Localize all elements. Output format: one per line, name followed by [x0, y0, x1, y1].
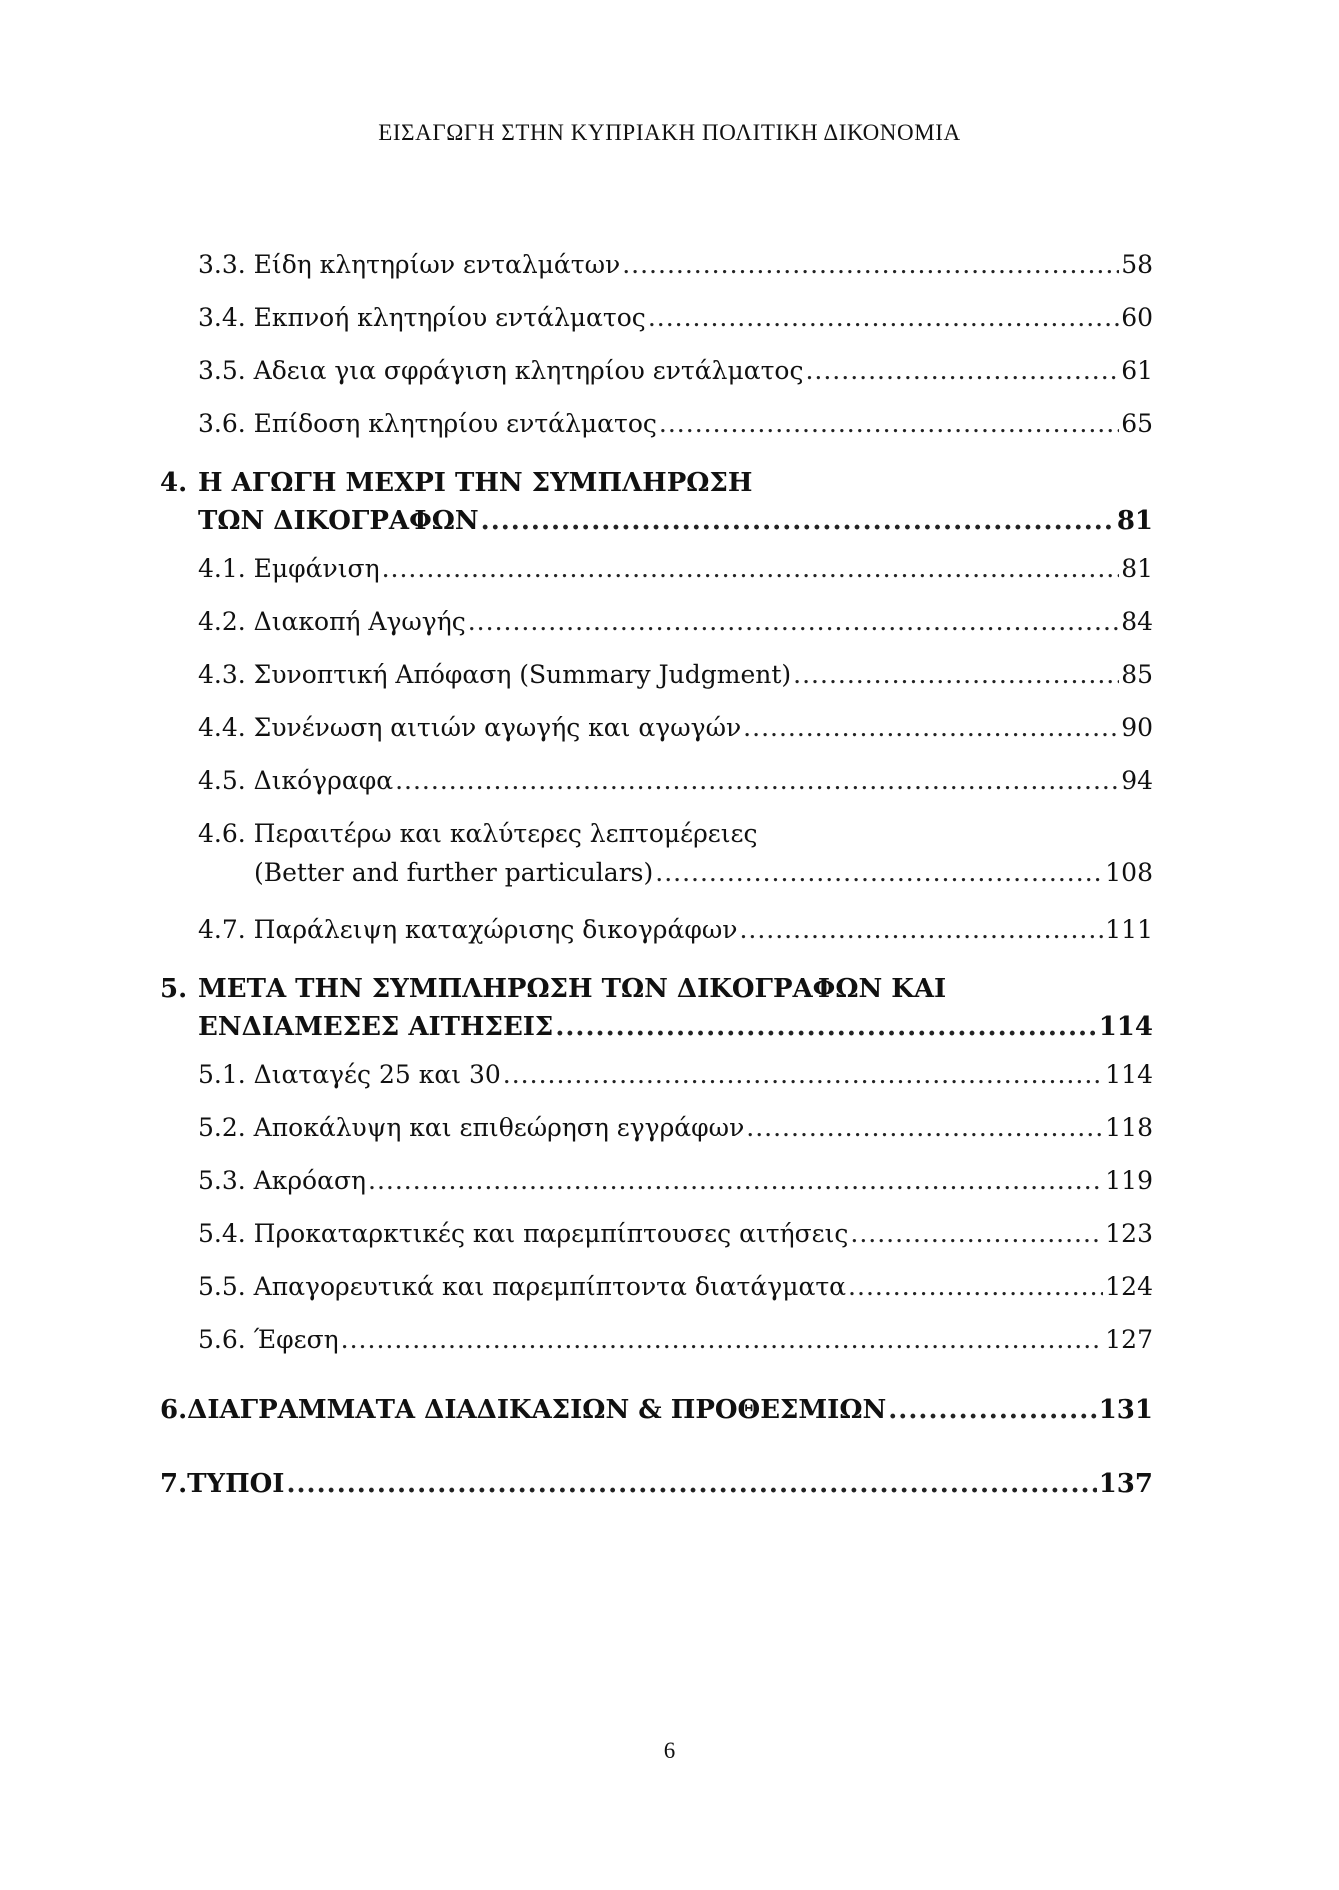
toc-entry-label: 3.3. Είδη κλητηρίων ενταλμάτων	[198, 250, 621, 279]
toc-section-title-line1: ΜΕΤΑ ΤΗΝ ΣΥΜΠΛΗΡΩΣΗ ΤΩΝ ΔΙΚΟΓΡΑΦΩΝ ΚΑΙ	[198, 974, 947, 1004]
dot-leader	[848, 1260, 1103, 1313]
toc-entry-label: 4.2. Διακοπή Αγωγής	[198, 607, 466, 636]
toc-entry-4-3[interactable]	[160, 648, 1153, 701]
dot-leader	[555, 1008, 1096, 1046]
toc-entry-page: 118	[1105, 1113, 1153, 1142]
toc-section-title: ΔΙΑΓΡΑΜΜΑΤΑ ΔΙΑΔΙΚΑΣΙΩΝ & ΠΡΟΘΕΣΜΙΩΝ	[187, 1395, 887, 1425]
toc-section-title: ΤΥΠΟΙ	[187, 1469, 285, 1499]
toc-entry-5-3[interactable]	[160, 1154, 1153, 1207]
toc-entry-4-6[interactable]	[160, 815, 1153, 853]
toc-entry-page: 60	[1121, 303, 1153, 332]
toc-section-5-title-cont[interactable]	[160, 1008, 1153, 1048]
table-of-contents	[160, 238, 1153, 1514]
toc-entry-page: 127	[1105, 1325, 1153, 1354]
toc-entry-label: 5.6. Έφεση	[198, 1325, 339, 1354]
toc-entry-page: 85	[1121, 660, 1153, 689]
toc-entry-page: 123	[1105, 1219, 1153, 1248]
toc-entry-4-1[interactable]	[160, 542, 1153, 595]
toc-section-page: 114	[1098, 1012, 1153, 1042]
toc-section-5-title[interactable]	[160, 970, 1153, 1008]
toc-entry-label: 5.2. Αποκάλυψη και επιθεώρηση εγγράφων	[198, 1113, 745, 1142]
toc-section-number: 5.	[160, 974, 188, 1004]
toc-section-4-title-cont[interactable]	[160, 502, 1153, 542]
toc-entry-page: 90	[1121, 713, 1153, 742]
dot-leader	[743, 701, 1119, 754]
toc-section-page: 81	[1116, 506, 1153, 536]
dot-leader	[622, 238, 1119, 291]
dot-leader	[739, 903, 1103, 956]
toc-entry-label: 4.1. Εμφάνιση	[198, 554, 380, 583]
dot-leader	[382, 542, 1120, 595]
toc-entry-label: 5.3. Ακρόαση	[198, 1166, 367, 1195]
toc-entry-label: 3.5. Αδεια για σφράγιση κλητηρίου εντάλματος	[198, 356, 804, 385]
dot-leader	[368, 1154, 1103, 1207]
dot-leader	[655, 853, 1103, 893]
toc-entry-4-5[interactable]	[160, 754, 1153, 807]
toc-entry-page: 94	[1121, 766, 1153, 795]
toc-section-4-title[interactable]	[160, 464, 1153, 502]
dot-leader	[395, 754, 1119, 807]
dot-leader	[503, 1048, 1104, 1101]
dot-leader	[648, 291, 1119, 344]
toc-entry-label: 4.6. Περαιτέρω και καλύτερες λεπτομέρειες	[198, 819, 758, 848]
toc-entry-3-4[interactable]	[160, 291, 1153, 344]
dot-leader	[481, 502, 1115, 540]
toc-entry-label: 3.6. Επίδοση κλητηρίου εντάλματος	[198, 409, 657, 438]
toc-section-page: 137	[1098, 1469, 1153, 1499]
toc-section-number: 6.	[160, 1395, 188, 1425]
toc-section-number: 7.	[160, 1469, 188, 1499]
toc-entry-label: 4.4. Συνένωση αιτιών αγωγής και αγωγών	[198, 713, 742, 742]
dot-leader	[286, 1454, 1096, 1514]
dot-leader	[850, 1207, 1103, 1260]
dot-leader	[805, 344, 1119, 397]
toc-entry-5-4[interactable]	[160, 1207, 1153, 1260]
toc-entry-page: 65	[1121, 409, 1153, 438]
toc-entry-label: 5.4. Προκαταρκτικές και παρεμπίπτουσες αιτήσεις	[198, 1219, 849, 1248]
toc-entry-page: 111	[1105, 915, 1153, 944]
dot-leader	[888, 1380, 1096, 1440]
toc-entry-page: 108	[1105, 858, 1153, 887]
toc-entry-4-2[interactable]	[160, 595, 1153, 648]
toc-entry-label: 5.1. Διαταγές 25 και 30	[198, 1060, 501, 1089]
toc-entry-4-6-cont[interactable]	[160, 853, 1153, 893]
toc-entry-3-6[interactable]	[160, 397, 1153, 450]
toc-entry-page: 124	[1105, 1272, 1153, 1301]
toc-entry-label-cont: (Better and further particulars)	[254, 858, 654, 887]
toc-entry-5-2[interactable]	[160, 1101, 1153, 1154]
toc-entry-label: 4.5. Δικόγραφα	[198, 766, 394, 795]
toc-section-7[interactable]	[160, 1454, 1153, 1514]
toc-section-title-line2: ΕΝΔΙΑΜΕΣΕΣ ΑΙΤΗΣΕΙΣ	[198, 1012, 554, 1042]
dot-leader	[659, 397, 1119, 450]
toc-entry-4-4[interactable]	[160, 701, 1153, 754]
toc-entry-label: 3.4. Εκπνοή κλητηρίου εντάλματος	[198, 303, 646, 332]
toc-entry-5-1[interactable]	[160, 1048, 1153, 1101]
toc-entry-5-5[interactable]	[160, 1260, 1153, 1313]
toc-section-number: 4.	[160, 468, 188, 498]
toc-entry-page: 119	[1105, 1166, 1153, 1195]
toc-section-title-line1: Η ΑΓΩΓΗ ΜΕΧΡΙ ΤΗΝ ΣΥΜΠΛΗΡΩΣΗ	[198, 468, 753, 498]
toc-entry-page: 114	[1105, 1060, 1153, 1089]
toc-entry-5-6[interactable]	[160, 1313, 1153, 1366]
dot-leader	[341, 1313, 1104, 1366]
dot-leader	[468, 595, 1119, 648]
toc-entry-page: 61	[1121, 356, 1153, 385]
toc-section-title-line2: ΤΩΝ ΔΙΚΟΓΡΑΦΩΝ	[198, 506, 479, 536]
toc-entry-label: 4.3. Συνοπτική Απόφαση (Summary Judgment)	[198, 660, 792, 689]
toc-entry-page: 84	[1121, 607, 1153, 636]
toc-entry-label: 5.5. Απαγορευτικά και παρεμπίπτοντα διατάγματα	[198, 1272, 847, 1301]
page-number: 6	[663, 1738, 676, 1763]
toc-entry-4-7[interactable]	[160, 903, 1153, 956]
dot-leader	[746, 1101, 1103, 1154]
running-header: ΕΙΣΑΓΩΓΗ ΣΤΗΝ ΚΥΠΡΙΑΚΗ ΠΟΛΙΤΙΚΗ ΔΙΚΟΝΟΜΙΑ	[378, 120, 961, 145]
toc-entry-page: 58	[1121, 250, 1153, 279]
dot-leader	[793, 648, 1119, 701]
toc-entry-page: 81	[1121, 554, 1153, 583]
toc-section-page: 131	[1098, 1395, 1153, 1425]
toc-entry-3-3[interactable]	[160, 238, 1153, 291]
toc-entry-label: 4.7. Παράλειψη καταχώρισης δικογράφων	[198, 915, 738, 944]
toc-entry-3-5[interactable]	[160, 344, 1153, 397]
toc-section-6[interactable]	[160, 1380, 1153, 1440]
